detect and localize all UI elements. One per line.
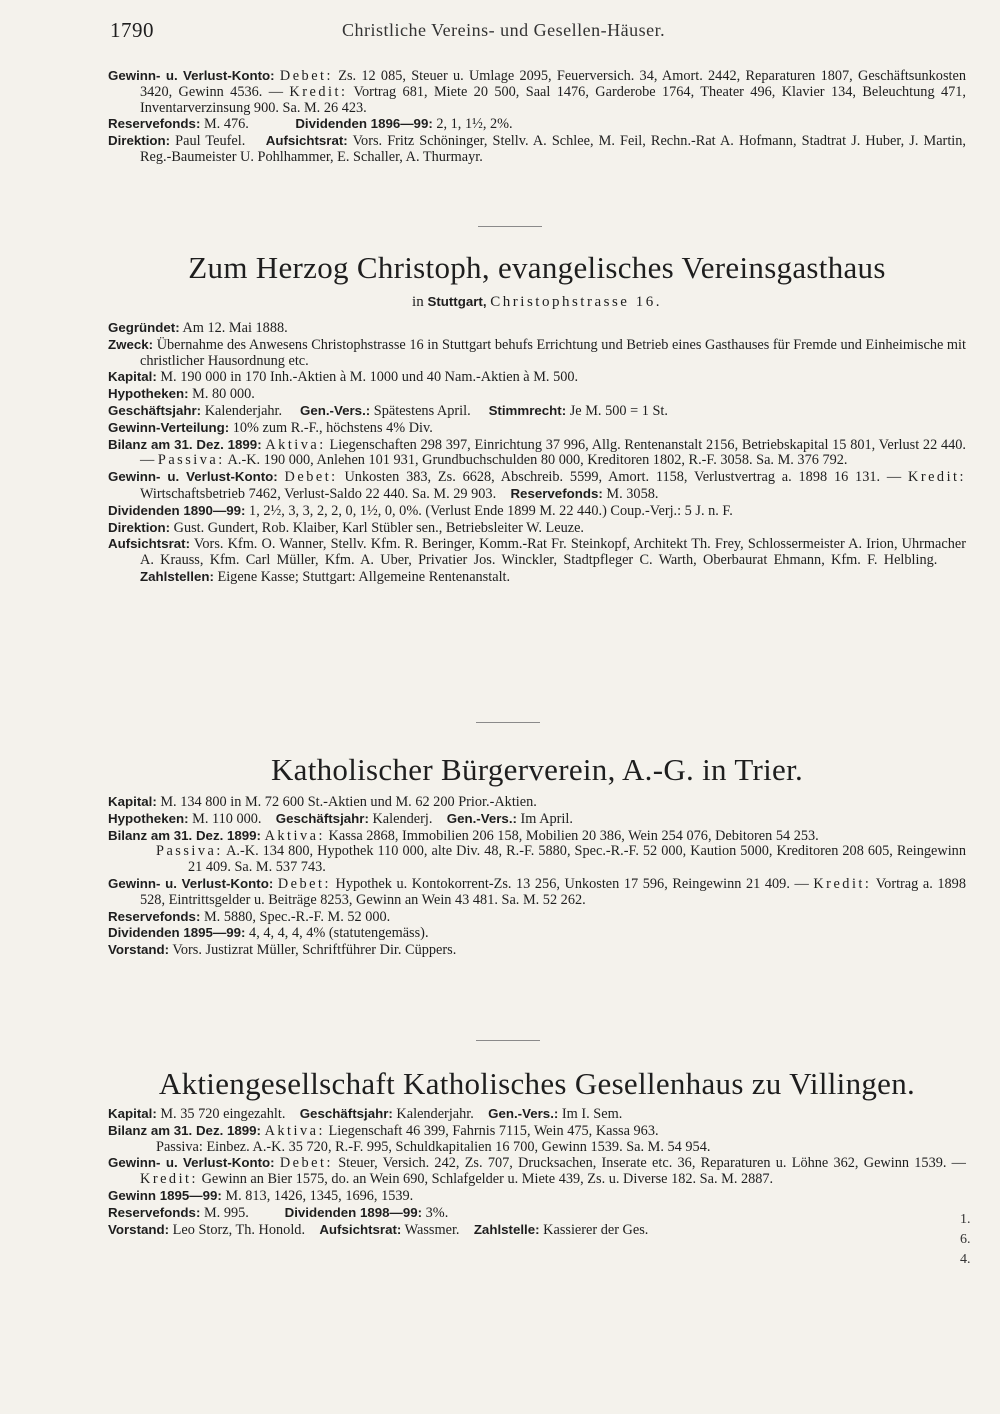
aufsichtsrat: Aufsichtsrat: Vors. Kfm. O. Wanner, Stellv. Kfm. R. Beringer, Komm.-Rat Fr. Steinkopf, Architekt Th. Frey, Schlossermeister A. Irion, Uhrmacher A. Krauss, Kfm. Carl Müller, Kfm. A. Uber, Privatier Jos. Winckler, Stadtpfleger C. Warth, Oberbaurat Ehmann, Kfm. F. Helbling. Zahlstellen: Eigene Kasse; Stuttgart: Allgemeine Rentenanstalt. <box>108 536 966 585</box>
kapital-line: Kapital: M. 35 720 eingezahlt. Geschäftsjahr: Kalenderjahr. Gen.-Vers.: Im I. Sem. <box>108 1106 623 1122</box>
entry-title: Katholischer Bürgerverein, A.-G. in Trier. <box>270 752 804 787</box>
gewinn-verlust-konto: Gewinn- u. Verlust-Konto: Debet: Steuer, Versich. 242, Zs. 707, Drucksachen, Inserate etc. 36, Reparaturen u. Löhne 362, Gewinn 1539. — Kredit: Gewinn an Bier 1575, do. an Wein 690, Schlafgelder u. Miete 439, Zs. u. Diverse 182. Sa. M. 2887. <box>108 1155 966 1188</box>
bilanz-passiva: Passiva: A.-K. 134 800, Hypothek 110 000, alte Div. 48, R.-F. 5880, Spec.-R.-F. 52 000, Kaution 5000, Kreditoren 208 605, Reingewinn 21 409. Sa. M. 537 743. <box>156 843 966 876</box>
gewinn-jahre: Gewinn 1895—99: M. 813, 1426, 1345, 1696, 1539. <box>108 1187 414 1204</box>
bilanz-passiva: Passiva: Einbez. A.-K. 35 720, R.-F. 995, Schuldkapitalien 16 700, Gewinn 1539. Sa. M. 54 954. <box>156 1138 711 1155</box>
reservefonds-dividenden: Reservefonds: M. 995. Dividenden 1898—99: 3%. <box>108 1204 449 1221</box>
direktion: Direktion: Gust. Gundert, Rob. Klaiber, Karl Stübler sen., Betriebsleiter W. Leuze. <box>108 519 585 536</box>
entry-herzog-christoph <box>108 320 966 586</box>
gegruendet: Gegründet: Am 12. Mai 1888. <box>108 320 288 336</box>
geschaeftsjahr-line: Geschäftsjahr: Kalenderjahr. Gen.-Vers.: Spätestens April. Stimmrecht: Je M. 500 = 1 St. <box>108 402 668 419</box>
zweck: Zweck: Übernahme des Anwesens Christophstrasse 16 in Stuttgart behufs Errichtung und Betrieb eines Gasthauses für Fremde und Einheimische mit christlicher Hausordnung etc. <box>108 336 966 369</box>
vorstand: Vorstand: Vors. Justizrat Müller, Schriftführer Dir. Cüppers. <box>108 942 457 959</box>
gewinn-verteilung: Gewinn-Verteilung: 10% zum R.-F., höchstens 4% Div. <box>108 419 433 436</box>
dividenden: Dividenden 1895—99: 4, 4, 4, 4, 4% (statutengemäss). <box>108 925 429 942</box>
vorstand-line: Vorstand: Leo Storz, Th. Honold. Aufsichtsrat: Wassmer. Zahlstelle: Kassierer der Ges. <box>108 1221 649 1238</box>
entry-title: Aktiengesellschaft Katholisches Gesellenhaus zu Villingen. <box>158 1066 916 1101</box>
margin-fragment: 1. 6. 4. <box>960 1212 971 1267</box>
kapital: Kapital: M. 190 000 in 170 Inh.-Aktien à M. 1000 und 40 Nam.-Aktien à M. 500. <box>108 369 579 386</box>
page-number: 1790 <box>110 18 154 42</box>
hypotheken: Hypotheken: M. 80 000. <box>108 386 255 403</box>
entry-location: in Stuttgart, Christophstrasse 16. <box>412 294 662 310</box>
gewinn-verlust-konto: Gewinn- u. Verlust-Konto: Debet: Unkosten 383, Zs. 6628, Abschreib. 5599, Amort. 1158, Verlustvertrag a. 1898 16 131. — Kredit: Wirtschaftsbetrieb 7462, Verlust-Saldo 22 440. Sa. M. 29 903. Reservefonds: M. 3058. <box>108 469 966 502</box>
hypotheken-line: Hypotheken: M. 110 000. Geschäftsjahr: Kalenderj. Gen.-Vers.: Im April. <box>108 810 573 827</box>
entry-gesellenhaus-villingen <box>108 1106 966 1238</box>
direktion-aufsichtsrat: Direktion: Paul Teufel. Aufsichtsrat: Vors. Fritz Schöninger, Stellv. A. Schlee, M. Feil, Rechn.-Rat A. Hofmann, Stadtrat J. Huber, J. Martin, Reg.-Baumeister U. Pohlhammer, E. Schaller, A. Thurmayr. <box>108 133 966 165</box>
gewinn-verlust-konto: Gewinn- u. Verlust-Konto: Debet: Hypothek u. Kontokorrent-Zs. 13 256, Unkosten 17 596, Reingewinn 21 409. — Kredit: Vortrag a. 1898 528, Eintrittsgelder u. Beiträge 8253, Gewinn an Wein 43 481. Sa. M. 52 262. <box>108 875 966 908</box>
section-divider <box>476 722 540 723</box>
entry-continuation <box>108 68 966 166</box>
bilanz: Bilanz am 31. Dez. 1899: Aktiva: Liegenschaft 46 399, Fahrnis 7115, Wein 475, Kassa 963. <box>108 1122 659 1139</box>
page-header <box>110 18 960 46</box>
bilanz: Bilanz am 31. Dez. 1899: Aktiva: Liegenschaften 298 397, Einrichtung 37 996, Allg. Rentenanstalt 2156, Betriebskapital 15 801, Verlust 22 440. — Passiva: A.-K. 190 000, Anlehen 101 931, Grundbuchschulden 80 000, Kreditoren 1802, R.-F. 3058. Sa. M. 376 792. <box>108 436 966 469</box>
gewinn-verlust-konto: Gewinn- u. Verlust-Konto: Debet: Zs. 12 085, Steuer u. Umlage 2095, Feuerversich. 34, Amort. 2442, Reparaturen 1807, Geschäftsunkosten 3420, Gewinn 4536. — Kredit: Vortrag 681, Miete 20 500, Saal 1476, Garderobe 1764, Theater 496, Klavier 134, Beleuchtung 471, Inventarverzinsung 900. Sa. M. 26 423. <box>108 68 966 116</box>
reservefonds: Reservefonds: M. 5880, Spec.-R.-F. M. 52 000. <box>108 908 391 925</box>
entry-buergerverein-trier <box>108 794 966 959</box>
section-divider <box>476 1040 540 1041</box>
dividenden: Dividenden 1890—99: 1, 2½, 3, 3, 2, 2, 0, 1½, 0, 0%. (Verlust Ende 1899 M. 22 440.) Coup.-Verj.: 5 J. n. F. <box>108 502 733 519</box>
running-title: Christliche Vereins- und Gesellen-Häuser. <box>342 20 666 40</box>
reservefonds-dividenden: Reservefonds: M. 476. Dividenden 1896—99: 2, 1, 1½, 2%. <box>108 116 513 133</box>
entry-title: Zum Herzog Christoph, evangelisches Vereinsgasthaus <box>188 250 886 285</box>
kapital: Kapital: M. 134 800 in M. 72 600 St.-Aktien und M. 62 200 Prior.-Aktien. <box>108 794 537 810</box>
bilanz: Bilanz am 31. Dez. 1899: Aktiva: Kassa 2868, Immobilien 206 158, Mobilien 20 386, Wein 254 076, Debitoren 54 253. <box>108 827 819 844</box>
section-divider <box>478 226 542 227</box>
